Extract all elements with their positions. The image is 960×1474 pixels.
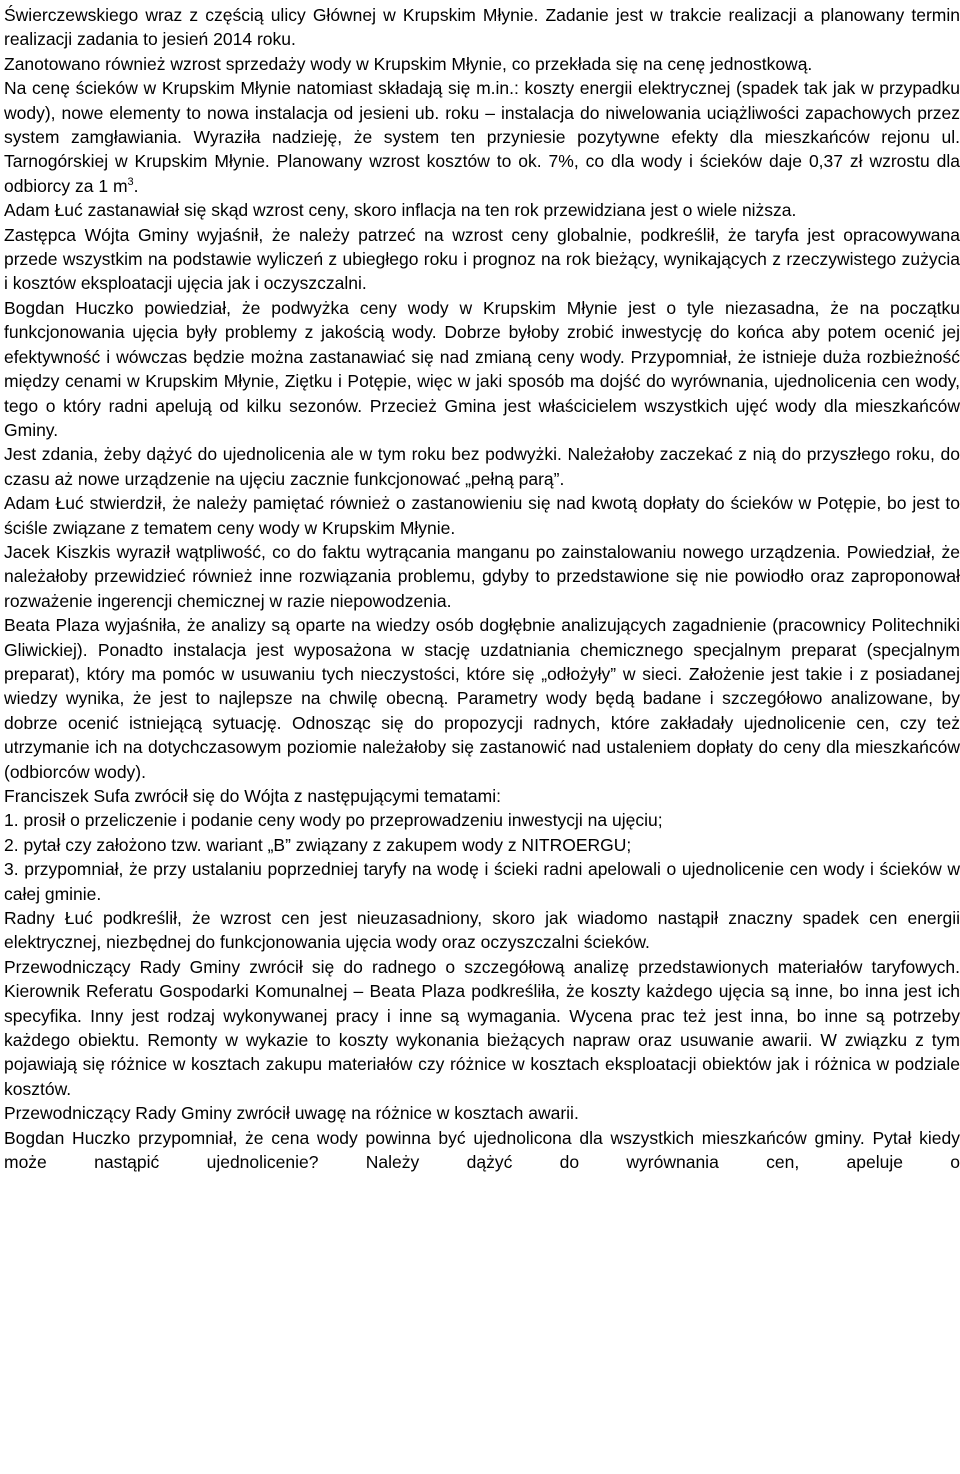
paragraph: Świerczewskiego wraz z częścią ulicy Głównej w Krupskim Młynie. Zadanie jest w trakcie realizacji a planowany termin realizacji zadania to jesień 2014 roku. [4, 5, 960, 50]
paragraph: Przewodniczący Rady Gminy zwrócił uwagę na różnice w kosztach awarii. [4, 1103, 579, 1124]
paragraph: Beata Plaza wyjaśniła, że analizy są oparte na wiedzy osób dogłębnie analizujących zagadnienie (pracownicy Politechniki Gliwickiej). Ponadto instalacja jest wyposażona w stację uzdatniania chemicznego specjalnym preparat (specjalnym preparat), który ma pomóc w usuwaniu tych nieczystości, które się „odłożyły” w sieci. Założenie jest takie i z posiadanej wiedzy wynika, że jest to najlepsze na chwilę obecną. Parametry wody będą badane i szczegółowo analizowane, by dobrze ocenić istniejącą sytuację. Odnosząc się do propozycji radnych, które zakładały ujednolicenie cen, czy też utrzymanie ich na dotychczasowym poziomie należałoby się zastanowić nad ustaleniem dopłaty do ceny dla mieszkańców (odbiorców wody). [4, 615, 960, 782]
paragraph: Zastępca Wójta Gminy wyjaśnił, że należy patrzeć na wzrost ceny globalnie, podkreślił, że taryfa jest opracowywana przede wszystkim na podstawie wyliczeń z ubiegłego roku i prognoz na rok bieżący, wynikających z rzeczywistego zużycia i kosztów eksploatacji ujęcia jak i oczyszczalni. [4, 224, 960, 294]
list-item: 1. prosił o przeliczenie i podanie ceny wody po przeprowadzeniu inwestycji na ujęciu; [4, 810, 663, 831]
paragraph: Adam Łuć zastanawiał się skąd wzrost ceny, skoro inflacja na ten rok przewidziana jest o wiele niższa. [4, 200, 797, 221]
paragraph-text: Na cenę ścieków w Krupskim Młynie natomiast składają się m.in.: koszty energii elektrycznej (spadek tak jak w przypadku wody), nowe elementy to nowa instalacja od jesieni ub. roku – instalacja do niwelowania uciążliwości zapachowych przez system zamgławiania. Wyraziła nadzieję, że system ten przyniesie pozytywne efekty dla mieszkańców rejonu ul. Tarnogórskiej w Krupskim Młynie. Planowany wzrost kosztów to ok. 7%, co dla wody i ścieków daje 0,37 zł wzrostu dla odbiorcy za 1 m [4, 78, 960, 196]
paragraph: Adam Łuć stwierdził, że należy pamiętać również o zastanowieniu się nad kwotą dopłaty do ścieków w Potępie, bo jest to ściśle związane z tematem ceny wody w Krupskim Młynie. [4, 493, 960, 538]
paragraph [4, 76, 960, 198]
paragraph-text: . [133, 175, 139, 196]
paragraph: Jest zdania, żeby dążyć do ujednolicenia ale w tym roku bez podwyżki. Należałoby zaczekać z nią do przyszłego roku, do czasu aż nowe urządzenie na ujęciu zacznie funkcjonować „pełną parą”. [4, 444, 960, 489]
paragraph: Radny Łuć podkreślił, że wzrost cen jest nieuzasadniony, skoro jak wiadomo nastąpił znaczny spadek cen energii elektrycznej, niezbędnej do funkcjonowania ujęcia wody oraz oczyszczalni ścieków. [4, 908, 960, 953]
paragraph: Przewodniczący Rady Gminy zwrócił się do radnego o szczegółową analizę przedstawionych materiałów taryfowych. Kierownik Referatu Gospodarki Komunalnej – Beata Plaza podkreśliła, że koszty każdego ujęcia są inne, bo inna jest ich specyfika. Inny jest rodzaj wykonywanej pracy i inne są wymagania. Wycena prac też jest inna, bo inne są potrzeby każdego obiektu. Remonty w wykazie to koszty wykonania bieżących napraw oraz usuwanie awarii. W związku z tym pojawiają się różnice w kosztach zakupu materiałów czy różnice w kosztach eksploatacji obiektów jak i różnica w podziale kosztów. [4, 956, 960, 1099]
list-item: 3. przypomniał, że przy ustalaniu poprzedniej taryfy na wodę i ścieki radni apelowali o ujednolicenie cen wody i ścieków w całej gminie. [4, 859, 960, 904]
paragraph-continued: Bogdan Huczko przypomniał, że cena wody powinna być ujednolicona dla wszystkich mieszkańców gminy. Pytał kiedy może nastąpić ujednolicenie? Należy dążyć do wyrównania cen, apeluje o [4, 1127, 960, 1173]
superscript: 3 [127, 176, 134, 189]
paragraph: Bogdan Huczko powiedział, że podwyżka ceny wody w Krupskim Młynie jest o tyle niezasadna, że na początku funkcjonowania ujęcia były problemy z jakością wody. Dobrze byłoby zrobić inwestycję do końca aby potem ocenić jej efektywność i wówczas będzie można zastanawiać się nad zmianą ceny wody. Przypomniał, że istnieje duża rozbieżność między cenami w Krupskim Młynie, Ziętku i Potępie, więc w jaki sposób ma dojść do wyrównania, ujednolicenia cen wody, tego o który radni apelują od kilku sezonów. Przecież Gmina jest właścicielem wszystkich ujęć wody dla mieszkańców Gminy. [4, 297, 960, 440]
paragraph: Franciszek Sufa zwrócił się do Wójta z następującymi tematami: [4, 786, 501, 806]
paragraph: Zanotowano również wzrost sprzedaży wody w Krupskim Młynie, co przekłada się na cenę jednostkową. [4, 53, 813, 74]
document-page [4, 3, 960, 1175]
list-item: 2. pytał czy założono tzw. wariant „B” związany z zakupem wody z NITROERGU; [4, 834, 632, 855]
paragraph: Jacek Kiszkis wyraził wątpliwość, co do faktu wytrącania manganu po zainstalowaniu nowego urządzenia. Powiedział, że należałoby przewidzieć również inne rozwiązania problemu, gdyby to przedstawione się nie powiodło oraz zaproponował rozważenie ingerencji chemicznej w razie niepowodzenia. [4, 541, 960, 611]
